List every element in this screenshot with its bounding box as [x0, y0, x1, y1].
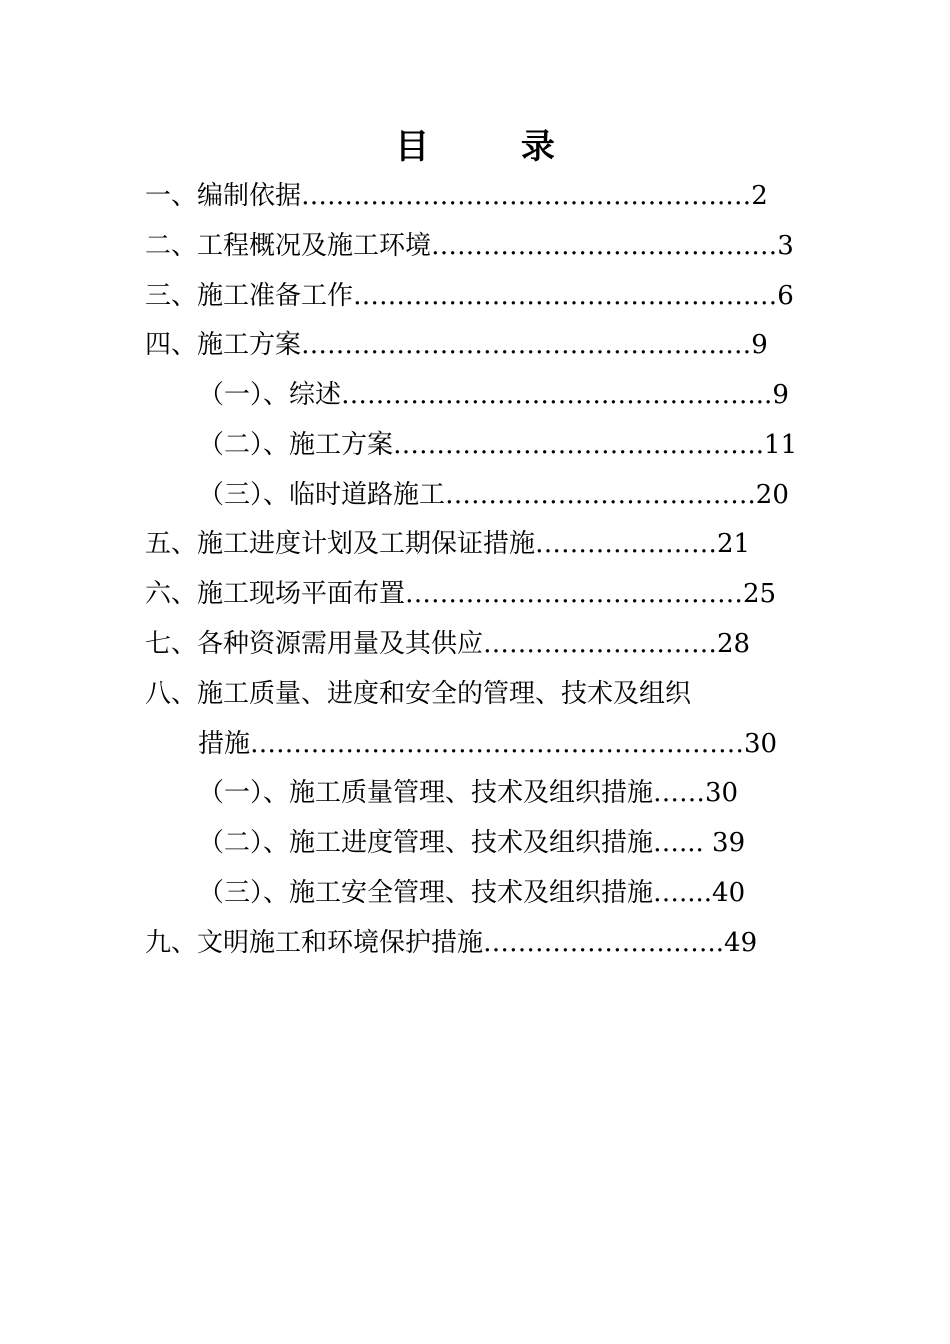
toc-subentry: （二）、施工方案…………………………..………..11: [198, 430, 798, 460]
toc-entry: 一、编制依据………………………………………….…2: [145, 181, 768, 211]
toc-title: 目 录: [395, 127, 595, 167]
toc-entry: 三、施工准备工作……………………………………….…6: [145, 281, 794, 311]
toc-entry: 八、施工质量、进度和安全的管理、技术及组织: [145, 679, 692, 709]
toc-entry: 四、施工方案………………………………………….…9: [145, 330, 768, 360]
toc-entry: 九、文明施工和环境保护措施…………………..…..49: [145, 928, 758, 958]
toc-entry: 五、施工进度计划及工期保证措施…………………21: [145, 529, 751, 559]
toc-subentry: （三）、临时道路施工……………..……………….20: [198, 480, 789, 510]
toc-entry-continuation: 措施…………………………………………………30: [198, 729, 778, 759]
toc-entry: 七、各种资源需用量及其供应………………………28: [145, 629, 751, 659]
toc-entry: 六、施工现场平面布置…………………………………25: [145, 579, 777, 609]
toc-subentry: （一）、综述…………………………..……………...9: [198, 380, 789, 410]
toc-subentry: （二）、施工进度管理、技术及组织措施…... 39: [198, 828, 746, 858]
toc-subentry: （一）、施工质量管理、技术及组织措施……30: [198, 778, 739, 808]
toc-entry: 二、工程概况及施工环境……………………………….…3: [145, 231, 794, 261]
toc-subentry: （三）、施工安全管理、技术及组织措施…....40: [198, 878, 746, 908]
